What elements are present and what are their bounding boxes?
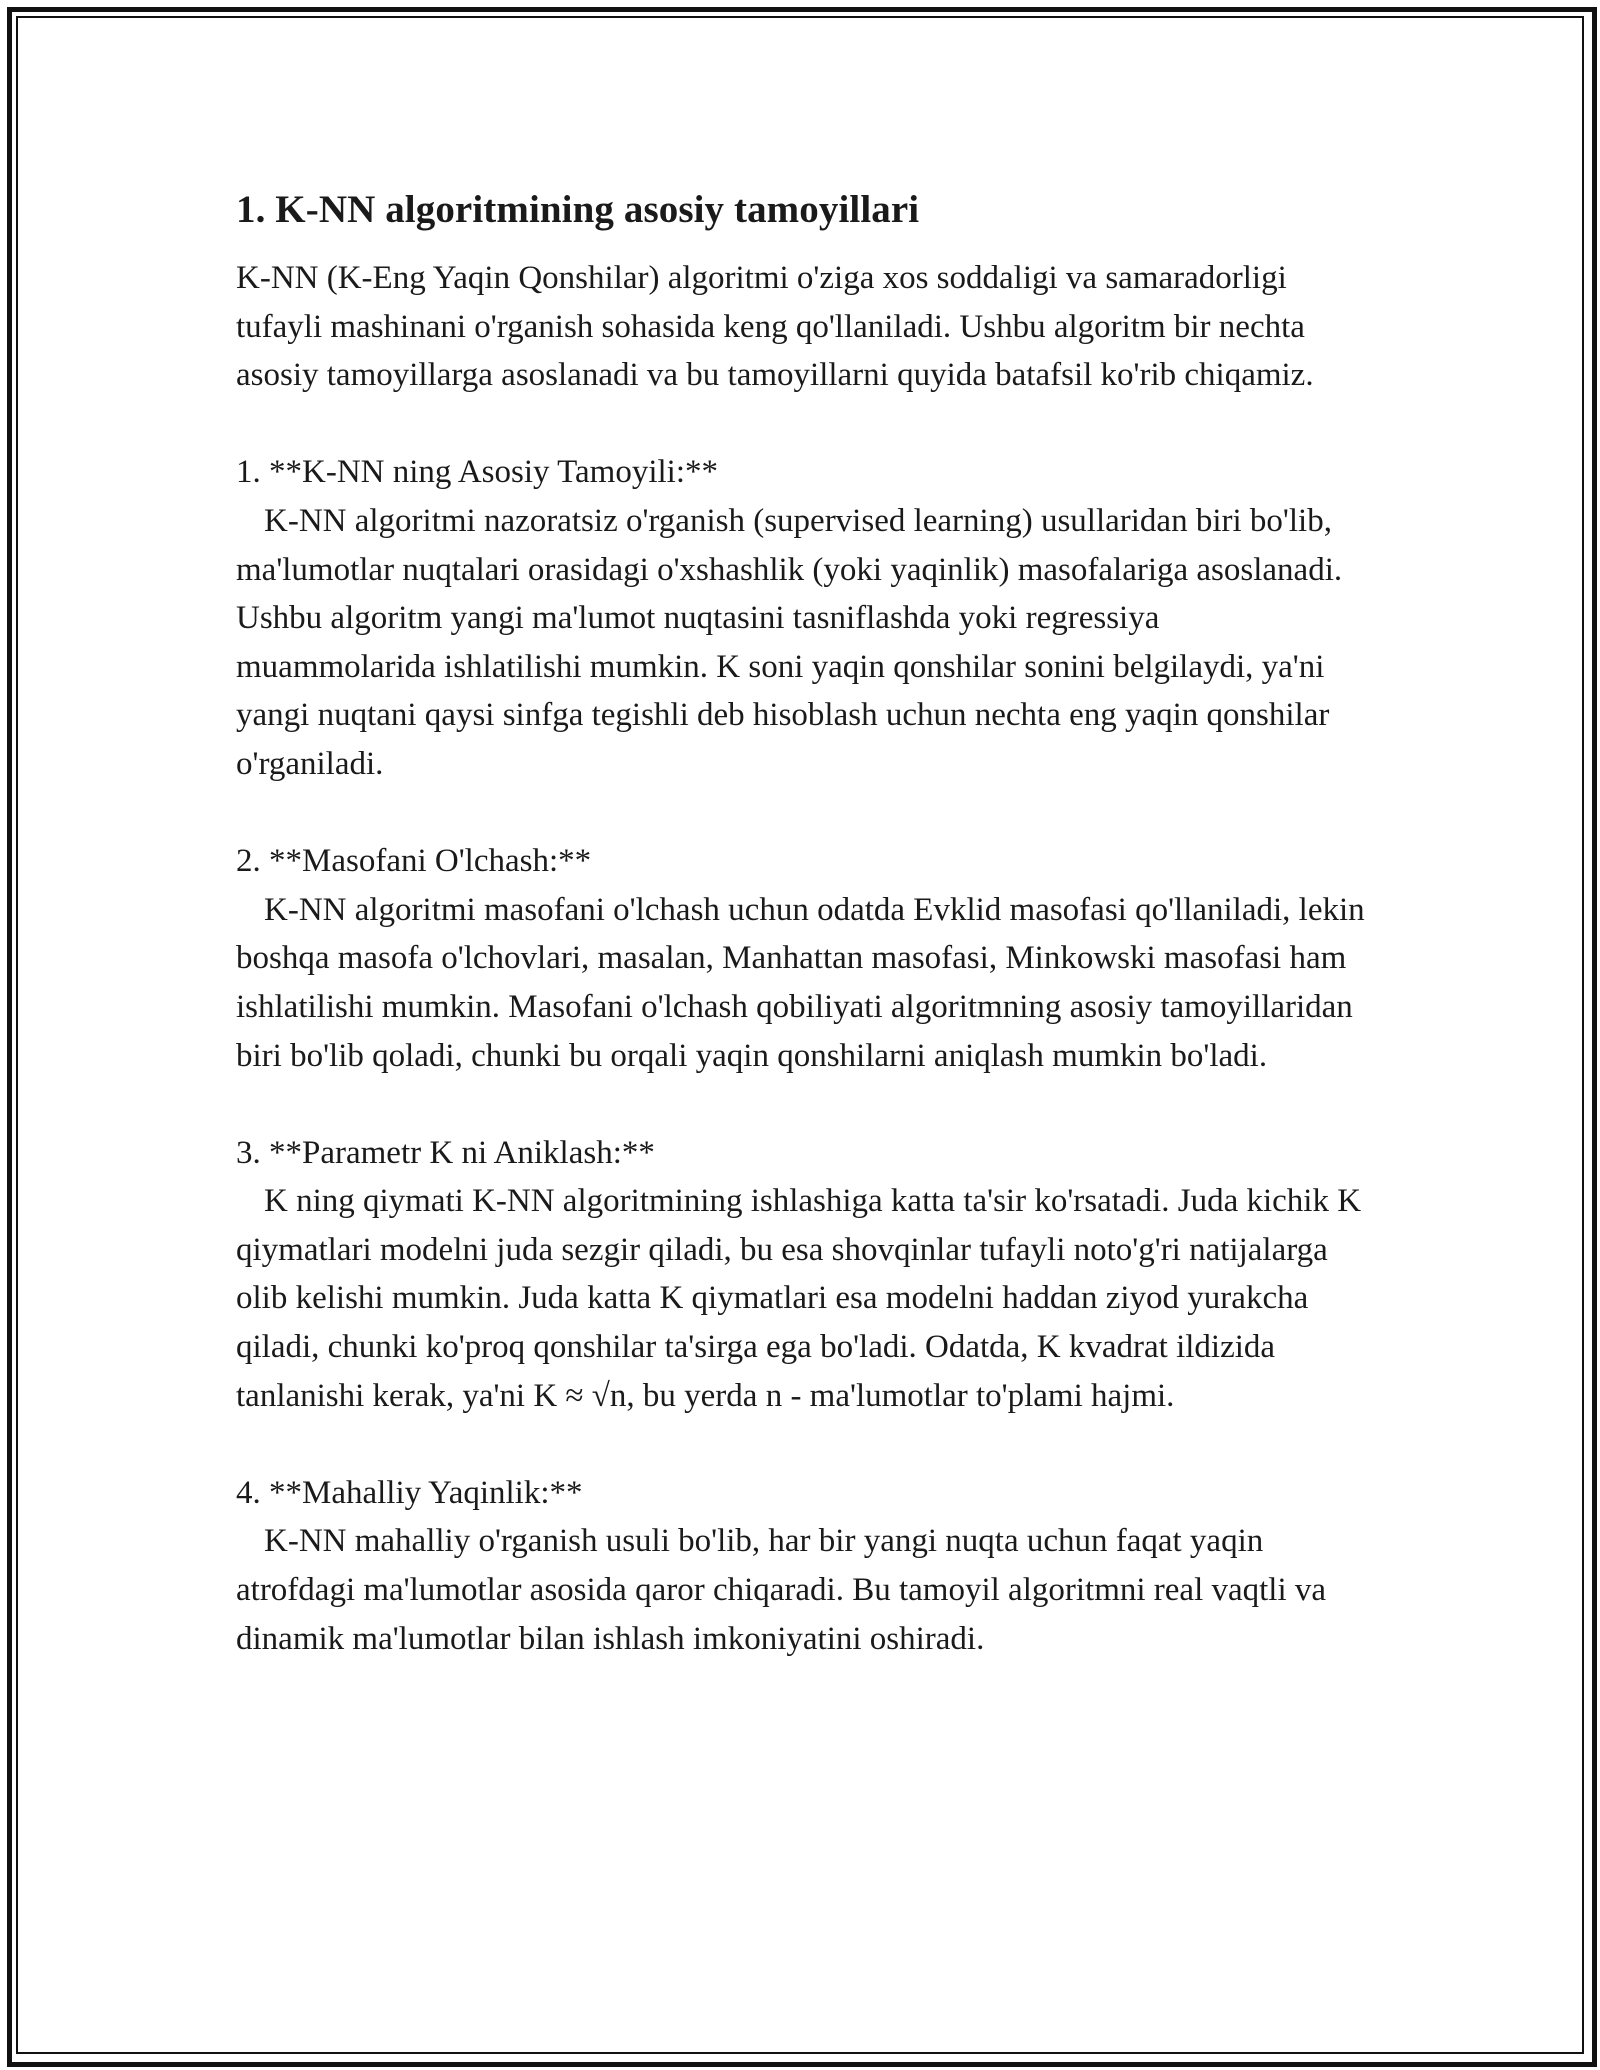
section-body: K-NN algoritmi masofani o'lchash uchun odatda Evklid masofasi qo'llaniladi, lekin boshqa masofa o'lchovlari, masalan, Manhattan masofasi, Minkowski masofasi ham ishlatilishi mumkin. Masofani o'lchash qobiliyati algoritmning asosiy tamoyillaridan biri bo'lib qoladi, chunki bu orqali yaqin qonshilarni aniqlash mumkin bo'ladi. [236,891,1365,1074]
intro-paragraph: K-NN (K-Eng Yaqin Qonshilar) algoritmi o'ziga xos soddaligi va samaradorligi tufayli mashinani o'rganish sohasida keng qo'llaniladi. Ushbu algoritm bir nechta asosiy tamoyillarga asoslanadi va bu tamoyillarni quyida batafsil ko'rib chiqamiz. [236,260,1314,394]
page-title: 1. K-NN algoritmining asosiy tamoyillari [236,188,920,231]
section-body: K-NN mahalliy o'rganish usuli bo'lib, har bir yangi nuqta uchun faqat yaqin atrofdagi ma'lumotlar asosida qaror chiqaradi. Bu tamoyil algoritmni real vaqtli va dinamik ma'lumotlar bilan ishlash imkoniyatini oshiradi. [236,1523,1327,1657]
section-heading: 3. **Parametr K ni Aniklash:** [236,1134,655,1171]
document-content [236,178,1366,1663]
section-3 [236,1129,1366,1421]
section-heading: 4. **Mahalliy Yaqinlik:** [236,1474,583,1511]
section-heading: 1. **K-NN ning Asosiy Tamoyili:** [236,454,719,491]
section-body: K ning qiymati K-NN algoritmining ishlashiga katta ta'sir ko'rsatadi. Juda kichik K qiymatlari modelni juda sezgir qiladi, bu esa shovqinlar tufayli noto'g'ri natijalarga olib kelishi mumkin. Juda katta K qiymatlari esa modelni haddan ziyod yurakcha qiladi, chunki ko'proq qonshilar ta'sirga ega bo'ladi. Odatda, K kvadrat ildizida tanlanishi kerak, ya'ni K ≈ √n, bu yerda n - ma'lumotlar to'plami hajmi. [236,1183,1362,1414]
section-body: K-NN algoritmi nazoratsiz o'rganish (supervised learning) usullaridan biri bo'lib, ma'lumotlar nuqtalari orasidagi o'xshashlik (yoki yaqinlik) masofalariga asoslanadi. Ushbu algoritm yangi ma'lumot nuqtasini tasniflashda yoki regressiya muammolarida ishlatilishi mumkin. K soni yaqin qonshilar sonini belgilaydi, ya'ni yangi nuqtani qaysi sinfga tegishli deb hisoblash uchun nechta eng yaqin qonshilar o'rganiladi. [236,502,1343,782]
section-2 [236,837,1366,1080]
section-4 [236,1469,1366,1663]
section-1 [236,448,1366,788]
section-heading: 2. **Masofani O'lchash:** [236,843,592,880]
